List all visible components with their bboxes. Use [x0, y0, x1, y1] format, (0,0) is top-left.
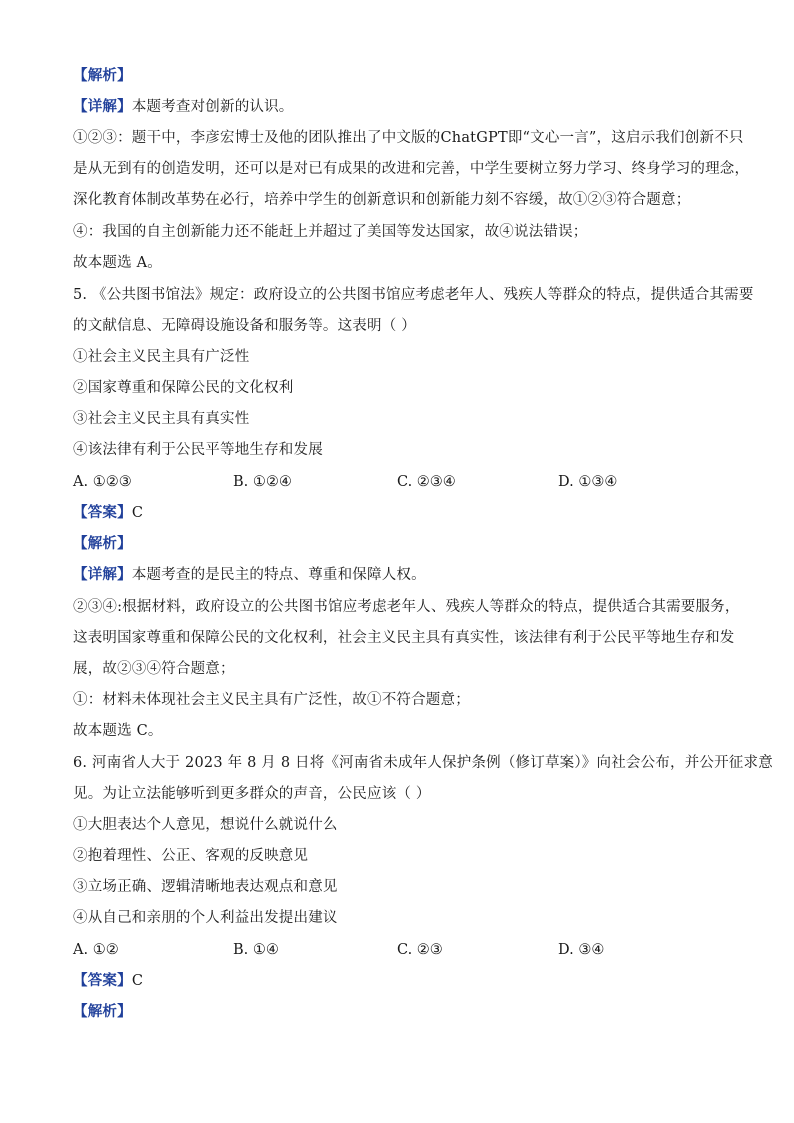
question-6-statement: ②抱着理性、公正、客观的反映意见 [73, 848, 309, 864]
question-6-option-b: B. ①④ [233, 942, 279, 958]
answer-tag: 【答案】 [73, 972, 132, 989]
question-5-stem: 的文献信息、无障碍设施设备和服务等。这表明（ ） [73, 318, 416, 334]
conclusion-line: 故本题选 A。 [73, 255, 162, 271]
explanation-line: 展，故②③④符合题意； [73, 661, 235, 677]
question-6-statement: ④从自己和亲朋的个人利益出发提出建议 [73, 910, 338, 926]
explanation-line: ④：我国的自主创新能力还不能赶上并超过了美国等发达国家，故④说法错误； [73, 224, 588, 240]
explanation-line: ②③④:根据材料，政府设立的公共图书馆应考虑老年人、残疾人等群众的特点，提供适合其需要服务， [73, 599, 740, 615]
answer-value: C [131, 973, 144, 989]
question-5-statement: ②国家尊重和保障公民的文化权利 [73, 380, 294, 396]
answer-line [73, 971, 143, 991]
answer-value: C [131, 505, 144, 521]
question-5-option-c: C. ②③④ [397, 474, 456, 490]
analysis-heading: 【解析】 [73, 1003, 132, 1020]
detail-tag: 【详解】 [73, 566, 132, 583]
question-6-stem: 6. 河南省人大于 2023 年 8 月 8 日将《河南省未成年人保护条例（修订草案）》向社会公布，并公开征求意 [73, 755, 773, 771]
question-6-statement: ①大胆表达个人意见，想说什么就说什么 [73, 817, 338, 833]
analysis-heading: 【解析】 [73, 67, 132, 84]
analysis-heading: 【解析】 [73, 535, 132, 552]
question-5-option-a: A. ①②③ [73, 474, 132, 490]
answer-line [73, 503, 143, 523]
conclusion-line: 故本题选 C。 [73, 723, 163, 739]
question-6-option-a: A. ①② [73, 942, 119, 958]
detail-line [73, 565, 426, 585]
explanation-line: ①：材料未体现社会主义民主具有广泛性，故①不符合题意； [73, 692, 470, 708]
question-5-statement: ③社会主义民主具有真实性 [73, 411, 250, 427]
detail-text: 本题考查对创新的认识。 [131, 99, 294, 115]
detail-line [73, 97, 294, 117]
question-6-option-c: C. ②③ [397, 942, 443, 958]
question-5-stem: 5. 《公共图书馆法》规定：政府设立的公共图书馆应考虑老年人、残疾人等群众的特点，提供适合其需要 [73, 287, 754, 303]
question-6-stem: 见。为让立法能够听到更多群众的声音，公民应该（ ） [73, 786, 431, 802]
question-5-option-b: B. ①②④ [233, 474, 292, 490]
explanation-line: 深化教育体制改革势在必行，培养中学生的创新意识和创新能力刻不容缓，故①②③符合题意； [73, 192, 691, 208]
answer-tag: 【答案】 [73, 504, 132, 521]
question-5-option-d: D. ①③④ [558, 474, 618, 490]
question-6-statement: ③立场正确、逻辑清晰地表达观点和意见 [73, 879, 338, 895]
explanation-line: 这表明国家尊重和保障公民的文化权利，社会主义民主具有真实性，该法律有利于公民平等地生存和发 [73, 630, 735, 646]
explanation-line: 是从无到有的创造发明，还可以是对已有成果的改进和完善，中学生要树立努力学习、终身学习的理念， [73, 161, 750, 177]
detail-text: 本题考查的是民主的特点、尊重和保障人权。 [131, 567, 426, 583]
question-5-statement: ④该法律有利于公民平等地生存和发展 [73, 442, 323, 458]
detail-tag: 【详解】 [73, 98, 132, 115]
question-6-option-d: D. ③④ [558, 942, 605, 958]
explanation-line: ①②③：题干中，李彦宏博士及他的团队推出了中文版的ChatGPT即“文心一言”，这启示我们创新不只 [73, 130, 744, 146]
question-5-statement: ①社会主义民主具有广泛性 [73, 349, 250, 365]
